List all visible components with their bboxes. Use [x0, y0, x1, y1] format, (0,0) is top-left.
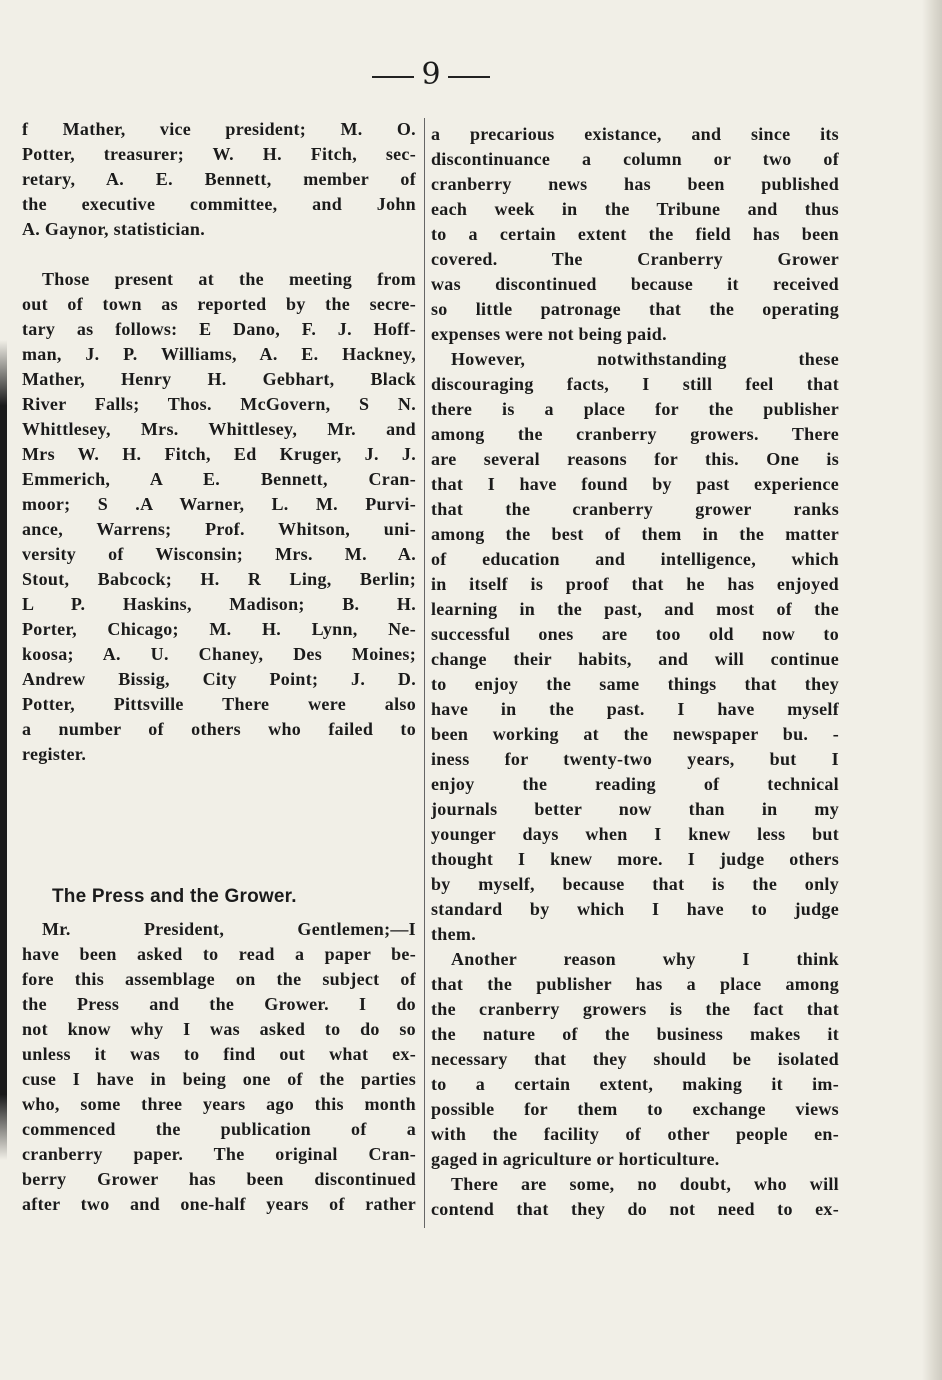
text-line: register. — [22, 744, 87, 764]
text-line: cuse I have in being one of the parties — [22, 1069, 416, 1089]
text-line: There are some, no doubt, who will — [451, 1174, 839, 1194]
text-line: not know why I was asked to do so — [22, 1019, 416, 1039]
text-line: a number of others who failed to — [22, 719, 416, 739]
text-line: that the publisher has a place among — [431, 974, 839, 994]
text-line: cranberry news has been published — [431, 174, 839, 194]
text-line: covered. The Cranberry Grower — [431, 249, 839, 269]
text-line: moor; S .A Warner, L. M. Purvi- — [22, 494, 416, 514]
text-line: contend that they do not need to ex- — [431, 1199, 839, 1219]
text-line: discouraging facts, I still feel that — [431, 374, 839, 394]
text-line: Andrew Bissig, City Point; J. D. — [22, 669, 416, 689]
text-line: been working at the newspaper bu. - — [431, 724, 839, 744]
text-line: in itself is proof that he has enjoyed — [431, 574, 839, 594]
text-line: have in the past. I have myself — [431, 699, 839, 719]
text-line: to enjoy the same things that they — [431, 674, 839, 694]
text-line: Potter, treasurer; W. H. Fitch, sec- — [22, 144, 416, 164]
text-line: Whittlesey, Mrs. Whittlesey, Mr. and — [22, 419, 416, 439]
text-line: to a certain extent the field has been — [431, 224, 839, 244]
text-line: among the best of them in the matter — [431, 524, 839, 544]
text-line: the nature of the business makes it — [431, 1024, 839, 1044]
text-line: A. Gaynor, statistician. — [22, 219, 206, 239]
text-line: fore this assemblage on the subject of — [22, 969, 416, 989]
text-line: Mrs W. H. Fitch, Ed Kruger, J. J. — [22, 444, 416, 464]
text-line: enjoy the reading of technical — [431, 774, 839, 794]
text-line: that I have found by past experience — [431, 474, 839, 494]
text-line: thought I knew more. I judge others — [431, 849, 839, 869]
text-line: younger days when I knew less but — [431, 824, 839, 844]
text-line: ance, Warrens; Prof. Whitson, uni- — [22, 519, 416, 539]
text-line: expenses were not being paid. — [431, 324, 667, 344]
text-line: f Mather, vice president; M. O. — [22, 119, 416, 139]
text-line: was discontinued because it received — [431, 274, 839, 294]
text-line: standard by which I have to judge — [431, 899, 839, 919]
text-line: Those present at the meeting from — [42, 269, 416, 289]
text-line: Stout, Babcock; H. R Ling, Berlin; — [22, 569, 416, 589]
text-line: with the facility of other people en- — [431, 1124, 839, 1144]
right-column — [431, 122, 839, 1222]
text-line: unless it was to find out what ex- — [22, 1044, 416, 1064]
text-line: there is a place for the publisher — [431, 399, 839, 419]
text-line: discontinuance a column or two of — [431, 149, 839, 169]
text-line: successful ones are too old now to — [431, 624, 839, 644]
page-edge-shadow — [922, 0, 942, 1380]
text-line: cranberry paper. The original Cran- — [22, 1144, 416, 1164]
text-line: iness for twenty-two years, but I — [431, 749, 839, 769]
text-line: Porter, Chicago; M. H. Lynn, Ne- — [22, 619, 416, 639]
section-heading: The Press and the Grower. — [52, 886, 297, 907]
text-line: out of town as reported by the secre- — [22, 294, 416, 314]
text-line: them. — [431, 924, 476, 944]
text-line: after two and one-half years of rather — [22, 1194, 416, 1214]
text-line: each week in the Tribune and thus — [431, 199, 839, 219]
left-column-bottom — [22, 917, 416, 1217]
text-line: so little patronage that the operating — [431, 299, 839, 319]
text-line: the Press and the Grower. I do — [22, 994, 416, 1014]
text-line: man, J. P. Williams, A. E. Hackney, — [22, 344, 416, 364]
text-line: Potter, Pittsville There were also — [22, 694, 416, 714]
text-line: journals better now than in my — [431, 799, 839, 819]
text-line: of education and intelligence, which — [431, 549, 839, 569]
text-line: River Falls; Thos. McGovern, S N. — [22, 394, 416, 414]
text-line: retary, A. E. Bennett, member of — [22, 169, 416, 189]
text-line: the executive committee, and John — [22, 194, 416, 214]
text-line — [22, 242, 416, 267]
text-line: Another reason why I think — [451, 949, 839, 969]
column-divider — [424, 118, 425, 1228]
text-line: Mr. President, Gentlemen;—I — [42, 919, 416, 939]
text-line: koosa; A. U. Chaney, Des Moines; — [22, 644, 416, 664]
text-line: Emmerich, A E. Bennett, Cran- — [22, 469, 416, 489]
page-number: 9 — [372, 58, 490, 92]
text-line: to a certain extent, making it im- — [431, 1074, 839, 1094]
text-line: versity of Wisconsin; Mrs. M. A. — [22, 544, 416, 564]
text-line: berry Grower has been discontinued — [22, 1169, 416, 1189]
text-line: commenced the publication of a — [22, 1119, 416, 1139]
text-line: However, notwithstanding these — [451, 349, 839, 369]
text-line: L P. Haskins, Madison; B. H. — [22, 594, 416, 614]
binding-shadow — [0, 340, 7, 1160]
text-line: are several reasons for this. One is — [431, 449, 839, 469]
text-line: tary as follows: E Dano, F. J. Hoff- — [22, 319, 416, 339]
text-line: change their habits, and will continue — [431, 649, 839, 669]
text-line: that the cranberry grower ranks — [431, 499, 839, 519]
left-column-top — [22, 117, 416, 767]
text-line: necessary that they should be isolated — [431, 1049, 839, 1069]
text-line: Mather, Henry H. Gebhart, Black — [22, 369, 416, 389]
text-line: gaged in agriculture or horticulture. — [431, 1149, 720, 1169]
text-line: a precarious existance, and since its — [431, 124, 839, 144]
text-line: have been asked to read a paper be- — [22, 944, 416, 964]
text-line: possible for them to exchange views — [431, 1099, 839, 1119]
text-line: among the cranberry growers. There — [431, 424, 839, 444]
text-line: who, some three years ago this month — [22, 1094, 416, 1114]
text-line: the cranberry growers is the fact that — [431, 999, 839, 1019]
text-line: by myself, because that is the only — [431, 874, 839, 894]
text-line: learning in the past, and most of the — [431, 599, 839, 619]
